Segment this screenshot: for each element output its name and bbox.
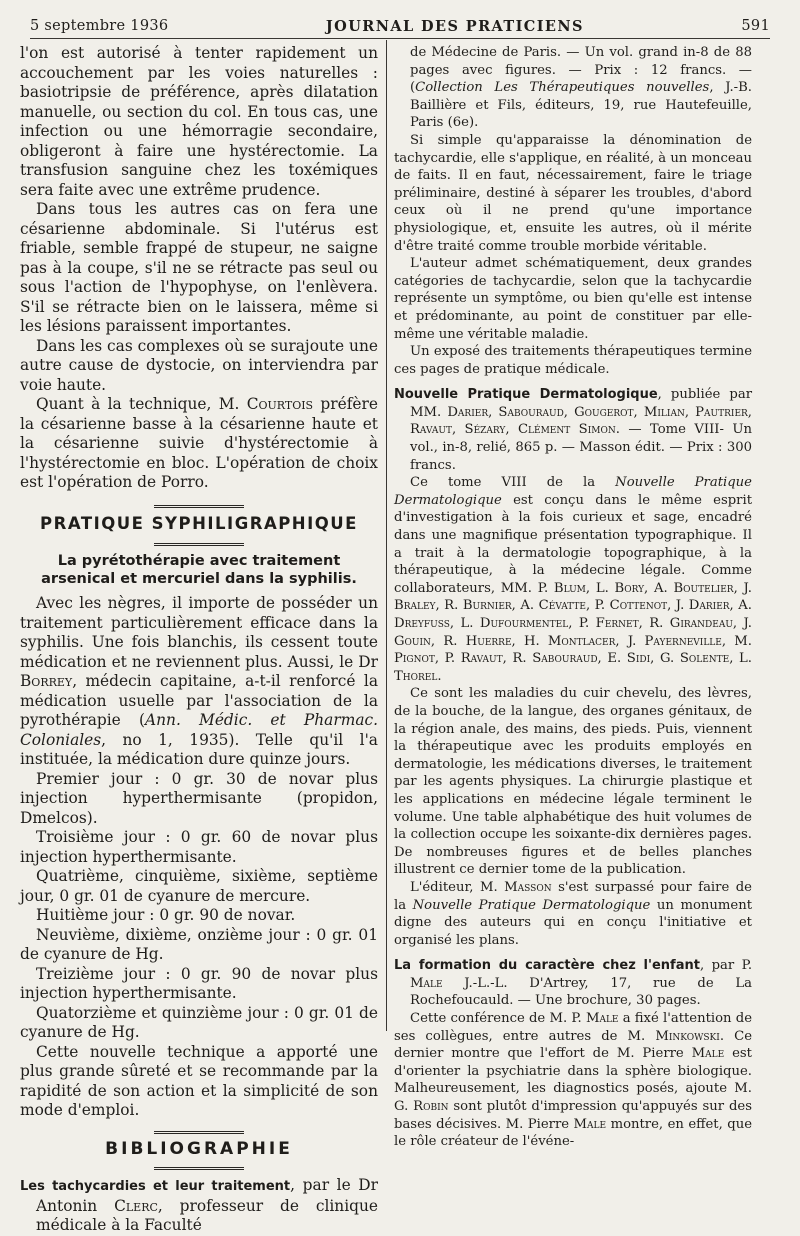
treatment-day: Neuvième, dixième, onzième jour : 0 gr. 01 de cyanure de Hg. — [20, 925, 378, 963]
treatment-day: Premier jour : 0 gr. 30 de novar plus injection hyperthermisante (propidon, Dmelcos). — [20, 769, 378, 827]
paragraph: L'éditeur, M. Masson s'est surpassé pour faire de la Nouvelle Pratique Dermatologique un monument digne des auteurs qui en conçu l'initiative et organisé les plans. — [394, 879, 752, 948]
left-column — [20, 44, 379, 1234]
author-name: Male — [410, 975, 443, 991]
book-entry-continued: de Médecine de Paris. — Un vol. grand in-8 de 88 pages avec figures. — Prix : 12 francs. — (Collection Les Thérapeutiques nouvelles, J.-B. Baillière et Fils, éditeurs, 19, rue Hautefeuille, Paris (6e). — [410, 45, 752, 131]
section-rule — [154, 1131, 244, 1134]
running-header — [30, 14, 770, 39]
book-title: La formation du caractère chez l'enfant — [394, 958, 700, 974]
treatment-day: Quatorzième et quinzième jour : 0 gr. 01 de cyanure de Hg. — [20, 1003, 378, 1041]
person-name: Male — [573, 1116, 607, 1132]
treatment-day: Treizième jour : 0 gr. 90 de novar plus injection hyperthermisante. — [20, 964, 378, 1002]
paragraph: Cette nouvelle technique a apporté une plus grande sûreté et se recommande par la rapidité de son action et la simplicité de son mode d'emploi. — [20, 1042, 378, 1119]
paragraph: Un exposé des traitements thérapeutiques termine ces pages de pratique médicale. — [394, 344, 752, 377]
book-title: Nouvelle Pratique Dermatologique — [394, 387, 658, 403]
section-rule — [154, 505, 244, 508]
person-name: Male — [585, 1011, 619, 1027]
book-title: Les tachycardies et leur traitement — [20, 1179, 291, 1194]
treatment-day: Quatrième, cinquième, sixième, septième jour, 0 gr. 01 de cyanure de mercure. — [20, 867, 378, 905]
page-number: 591 — [741, 18, 770, 34]
paragraph: Dans les cas complexes où se surajoute une autre cause de dystocie, on interviendra par voie haute. — [20, 336, 378, 394]
article-title: La pyrétothérapie avec traitement arsenical et mercuriel dans la syphilis. — [41, 553, 357, 587]
issue-date: 5 septembre 1936 — [30, 18, 169, 34]
author-name: Clerc — [114, 1196, 158, 1215]
right-column — [394, 44, 753, 1150]
collection-name: Collection Les Thérapeutiques nouvelles — [415, 80, 710, 96]
section-heading: PRATIQUE SYPHILIGRAPHIQUE — [40, 513, 358, 533]
paragraph: l'on est autorisé à tenter rapidement un accouchement par les voies naturelles : basiotripsie de préférence, après dilatation manuelle, ou section du col. En tous cas, une infection ou une hémorragie secondaire, obligeront à faire une hystérectomie. La transfusion sanguine chez les toxémiques sera faite avec une extrême prudence. — [20, 44, 378, 199]
book-entry: Les tachycardies et leur traitement, par le Dr Antonin Clerc, professeur de clinique médicale à la Faculté — [20, 1176, 379, 1234]
author-name: Borrey — [20, 672, 73, 690]
author-names: Darier, Sabouraud, Gougerot, Milian, Pautrier, Ravaut, Sézary, Clément Simon — [410, 404, 752, 438]
paragraph: Ce tome VIII de la Nouvelle Pratique Dermatologique est conçu dans le même esprit d'investigation à la fois curieux et sage, encadré dans une magnifique présentation typographique. Il a trait à la dermatologie topographique, à la thérapeutique, à la médecine légale. Comme collaborateurs, MM. P. Blum, L. Bory, A. Boutelier, J. Braley, R. Burnier, A. Cévatte, P. Cottenot, J. Darier, A. Dreyfuss, L. Dufourmentel, P. Fernet, R. Girandeau, J. Gouin, R. Huerre, H. Montlacer, J. Payerneville, M. Pignot, P. Ravaut, R. Sabouraud, E. Sidi, G. Solente, L. Thorel. — [394, 475, 752, 684]
paragraph: Avec les nègres, il importe de posséder un traitement particulièrement efficace dans la syphilis. Une fois blanchis, ils cessent toute médication et ne reviennent plus. Aussi, le Dr Borrey, médecin capitaine, a-t-il renforcé la médication usuelle par l'association de la pyrothérapie (Ann. Médic. et Pharmac. Coloniales, no 1, 1935). Telle qu'il l'a instituée, la médication dure quinze jours. — [20, 594, 379, 768]
paragraph: Quant à la technique, M. Courtois préfère la césarienne basse à la césarienne haute et la césarienne suivie d'hystérectomie à l'hystérectomie en bloc. L'opération de choix est l'opération de Porro. — [20, 395, 378, 491]
section-rule — [154, 543, 244, 546]
book-entry: La formation du caractère chez l'enfant, par P. Male J.-L.-L. D'Artrey, 17, rue de La Rochefoucauld. — Une brochure, 30 pages. — [394, 958, 753, 1009]
paragraph: Si simple qu'apparaisse la dénomination de tachycardie, elle s'applique, en réalité, à un monceau de faits. Il en faut, nécessairement, faire le triage préliminaire, destiné à séparer les troubles, d'abord ceux où il ne prend qu'une importance physiologique, et, ensuite les autres, où il mérite d'être traité comme trouble morbide véritable. — [394, 132, 752, 254]
paragraph: L'auteur admet schématiquement, deux grandes catégories de tachycardie, selon que la tachycardie représente un symptôme, ou bien qu'elle est intense et prédominante, au point de constituer par elle-même une véritable maladie. — [394, 256, 752, 342]
person-name: Robin — [413, 1099, 449, 1115]
section-heading: BIBLIOGRAPHIE — [105, 1138, 293, 1159]
book-reference: Nouvelle Pratique Dermatologique — [412, 897, 651, 913]
journal-title: JOURNAL DES PRATICIENS — [325, 17, 584, 35]
paragraph: Dans tous les autres cas on fera une césarienne abdominale. Si l'utérus est friable, semble frappé de stupeur, ne saigne pas à la coupe, s'il ne se rétracte pas seul ou sous l'action de l'hypophyse, on l'enlèvera. S'il se rétracte bien on le laissera, même si les lésions paraissent importantes. — [20, 200, 378, 335]
paragraph: Cette conférence de M. P. Male a fixé l'attention de ses collègues, entre autres de M. Minkowski. Ce dernier montre que l'effort de M. Pierre Male est d'orienter la psychiatrie dans la sphère biologique. Malheureusement, les diagnostics posés, ajoute M. G. Robin sont plutôt d'impression qu'appuyés sur des bases décisives. M. Pierre Male montre, en effet, que le rôle créateur de l'événe- — [394, 1011, 753, 1150]
publisher-name: Masson — [504, 879, 552, 895]
journal-reference: Ann. Médic. et Pharmac. Coloniales — [20, 711, 379, 749]
person-name: Minkowski — [655, 1028, 720, 1044]
paragraph: Ce sont les maladies du cuir chevelu, des lèvres, de la bouche, de la langue, des organes génitaux, de la région anale, des mains, des pieds. Puis, viennent la thérapeutique avec les produits employés en dermatologie, les médications diverses, le traitement par les agents physiques. La chirurgie plastique et les applications en médecine légale terminent le volume. Une table alphabétique des huit volumes de la collection occupe les soixante-dix dernières pages. De nombreuses figures et de belles planches illustrent ce dernier tome de la publication. — [394, 686, 752, 878]
author-name: Courtois — [246, 395, 314, 413]
person-name: Male — [691, 1046, 725, 1062]
collaborator-names: P. Blum, L. Bory, A. Boutelier, J. Braley, R. Burnier, A. Cévatte, P. Cottenot, J. Darier, A. Dreyfuss, L. Dufourmentel, P. Fernet, R. Girandeau, J. Gouin, R. Huerre, H. Montlacer, J. Payerneville, M. Pignot, P. Ravaut, R. Sabouraud, E. Sidi, G. Solente, L. Thorel — [394, 580, 752, 684]
treatment-day: Huitième jour : 0 gr. 90 de novar. — [36, 906, 296, 924]
book-reference: Nouvelle Pratique Dermatologique — [394, 475, 752, 508]
column-divider — [386, 40, 387, 1031]
book-entry: Nouvelle Pratique Dermatologique, publiée par MM. Darier, Sabouraud, Gougerot, Milian, Pautrier, Ravaut, Sézary, Clément Simon. — Tome VIII- Un vol., in-8, relié, 865 p. — Masson édit. — Prix : 300 francs. — [394, 387, 753, 473]
treatment-day: Troisième jour : 0 gr. 60 de novar plus injection hyperthermisante. — [20, 828, 378, 866]
section-rule — [154, 1167, 244, 1170]
